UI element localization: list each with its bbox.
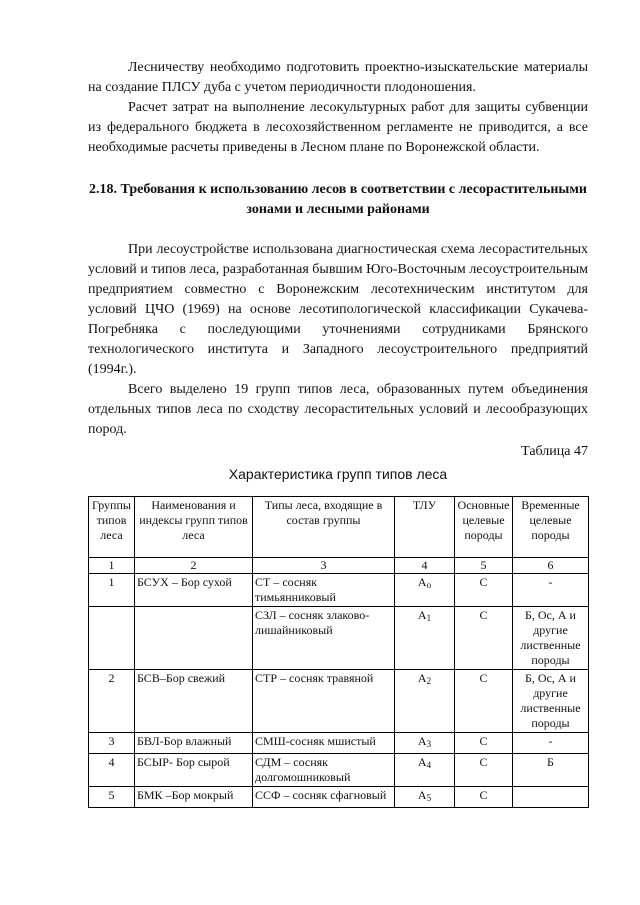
tlu-index: о bbox=[426, 580, 432, 590]
cell-tlu bbox=[395, 733, 455, 754]
table-header-row bbox=[89, 497, 589, 558]
document-page bbox=[88, 58, 588, 808]
column-number: 3 bbox=[253, 558, 395, 574]
cell-main: С bbox=[455, 754, 513, 787]
tlu-letter: A bbox=[417, 671, 427, 685]
header-name: Наименования и индексы групп типов леса bbox=[135, 497, 253, 558]
cell-temp: - bbox=[513, 733, 589, 754]
cell-type: ССФ – сосняк сфагновый bbox=[253, 787, 395, 808]
cell-name bbox=[135, 607, 253, 670]
table-title: Характеристика групп типов леса bbox=[228, 466, 448, 482]
header-types: Типы леса, входящие в состав группы bbox=[253, 497, 395, 558]
column-number: 5 bbox=[455, 558, 513, 574]
tlu-index: 5 bbox=[426, 793, 432, 803]
tlu-letter: A bbox=[417, 575, 427, 589]
cell-group: 1 bbox=[89, 574, 135, 607]
header-tlu: ТЛУ bbox=[395, 497, 455, 558]
cell-type: СТР – сосняк травяной bbox=[253, 670, 395, 733]
table-row bbox=[89, 733, 589, 754]
cell-type: СТ – сосняк тимьянниковый bbox=[253, 574, 395, 607]
cell-name: БВЛ-Бор влажный bbox=[135, 733, 253, 754]
cell-main: С bbox=[455, 607, 513, 670]
column-number: 2 bbox=[135, 558, 253, 574]
column-number: 1 bbox=[89, 558, 135, 574]
table-row bbox=[89, 787, 589, 808]
column-number: 6 bbox=[513, 558, 589, 574]
cell-tlu bbox=[395, 574, 455, 607]
tlu-index: 1 bbox=[426, 613, 432, 623]
cell-type: СДМ – сосняк долгомошниковый bbox=[253, 754, 395, 787]
cell-temp: Б, Ос, А и другие лиственные породы bbox=[513, 607, 589, 670]
forest-types-table bbox=[88, 496, 589, 808]
cell-main: С bbox=[455, 574, 513, 607]
cell-tlu bbox=[395, 670, 455, 733]
cell-temp: Б bbox=[513, 754, 589, 787]
cell-main: С bbox=[455, 787, 513, 808]
paragraph-1: Лесничеству необходимо подготовить проектно-изыскательские материалы на создание ПЛСУ дуба с учетом периодичности плодоношения. bbox=[88, 60, 588, 95]
table-row bbox=[89, 607, 589, 670]
cell-type: СЗЛ – сосняк злаково-лишайниковый bbox=[253, 607, 395, 670]
paragraph-3: При лесоустройстве использована диагностическая схема лесорастительных условий и типов леса, разработанная бывшим Юго-Восточным лесоустроительным предприятием совместно с Воронежским лесотехническим институтом для условий ЦЧО (1969) на основе лесотипологической классификации Сукачева-Погребняка с последующими уточнениями сотрудниками Брянского технологического института и Западного лесоустроительного предприятий (1994г.). bbox=[88, 242, 588, 377]
cell-name: БСВ–Бор свежий bbox=[135, 670, 253, 733]
cell-temp: Б, Ос, А и другие лиственные породы bbox=[513, 670, 589, 733]
cell-group: 3 bbox=[89, 733, 135, 754]
tlu-letter: A bbox=[417, 788, 427, 802]
table-number: Таблица 47 bbox=[521, 444, 588, 459]
cell-group: 5 bbox=[89, 787, 135, 808]
tlu-index: 2 bbox=[426, 676, 432, 686]
tlu-letter: A bbox=[417, 608, 427, 622]
column-number-row bbox=[89, 558, 589, 574]
cell-tlu bbox=[395, 754, 455, 787]
column-number: 4 bbox=[395, 558, 455, 574]
cell-name: БСУХ – Бор сухой bbox=[135, 574, 253, 607]
cell-main: С bbox=[455, 733, 513, 754]
cell-group: 4 bbox=[89, 754, 135, 787]
cell-tlu bbox=[395, 787, 455, 808]
header-temp-species: Временные целевые породы bbox=[513, 497, 589, 558]
header-main-species: Основные целевые породы bbox=[455, 497, 513, 558]
cell-name: БМК –Бор мокрый bbox=[135, 787, 253, 808]
table-row bbox=[89, 574, 589, 607]
header-group: Группы типов леса bbox=[89, 497, 135, 558]
cell-temp: - bbox=[513, 574, 589, 607]
cell-group: 2 bbox=[89, 670, 135, 733]
tlu-letter: A bbox=[417, 734, 427, 748]
cell-group bbox=[89, 607, 135, 670]
tlu-index: 4 bbox=[426, 760, 432, 770]
tlu-letter: A bbox=[417, 755, 427, 769]
paragraph-2: Расчет затрат на выполнение лесокультурных работ для защиты субвенции из федерального бюджета в лесохозяйственном регламенте не приводится, а все необходимые расчеты приведены в Лесном плане по Воронежской области. bbox=[88, 100, 588, 155]
cell-temp bbox=[513, 787, 589, 808]
cell-type: СМШ-сосняк мшистый bbox=[253, 733, 395, 754]
cell-tlu bbox=[395, 607, 455, 670]
cell-main: С bbox=[455, 670, 513, 733]
cell-name: БСЫР- Бор сырой bbox=[135, 754, 253, 787]
tlu-index: 3 bbox=[426, 739, 432, 749]
table-row bbox=[89, 670, 589, 733]
section-heading: 2.18. Требования к использованию лесов в соответствии с лесорастительными зонами и лесными районами bbox=[89, 182, 587, 217]
table-row bbox=[89, 754, 589, 787]
paragraph-4: Всего выделено 19 групп типов леса, образованных путем объединения отдельных типов леса по сходству лесорастительных условий и лесообразующих пород. bbox=[88, 382, 588, 437]
